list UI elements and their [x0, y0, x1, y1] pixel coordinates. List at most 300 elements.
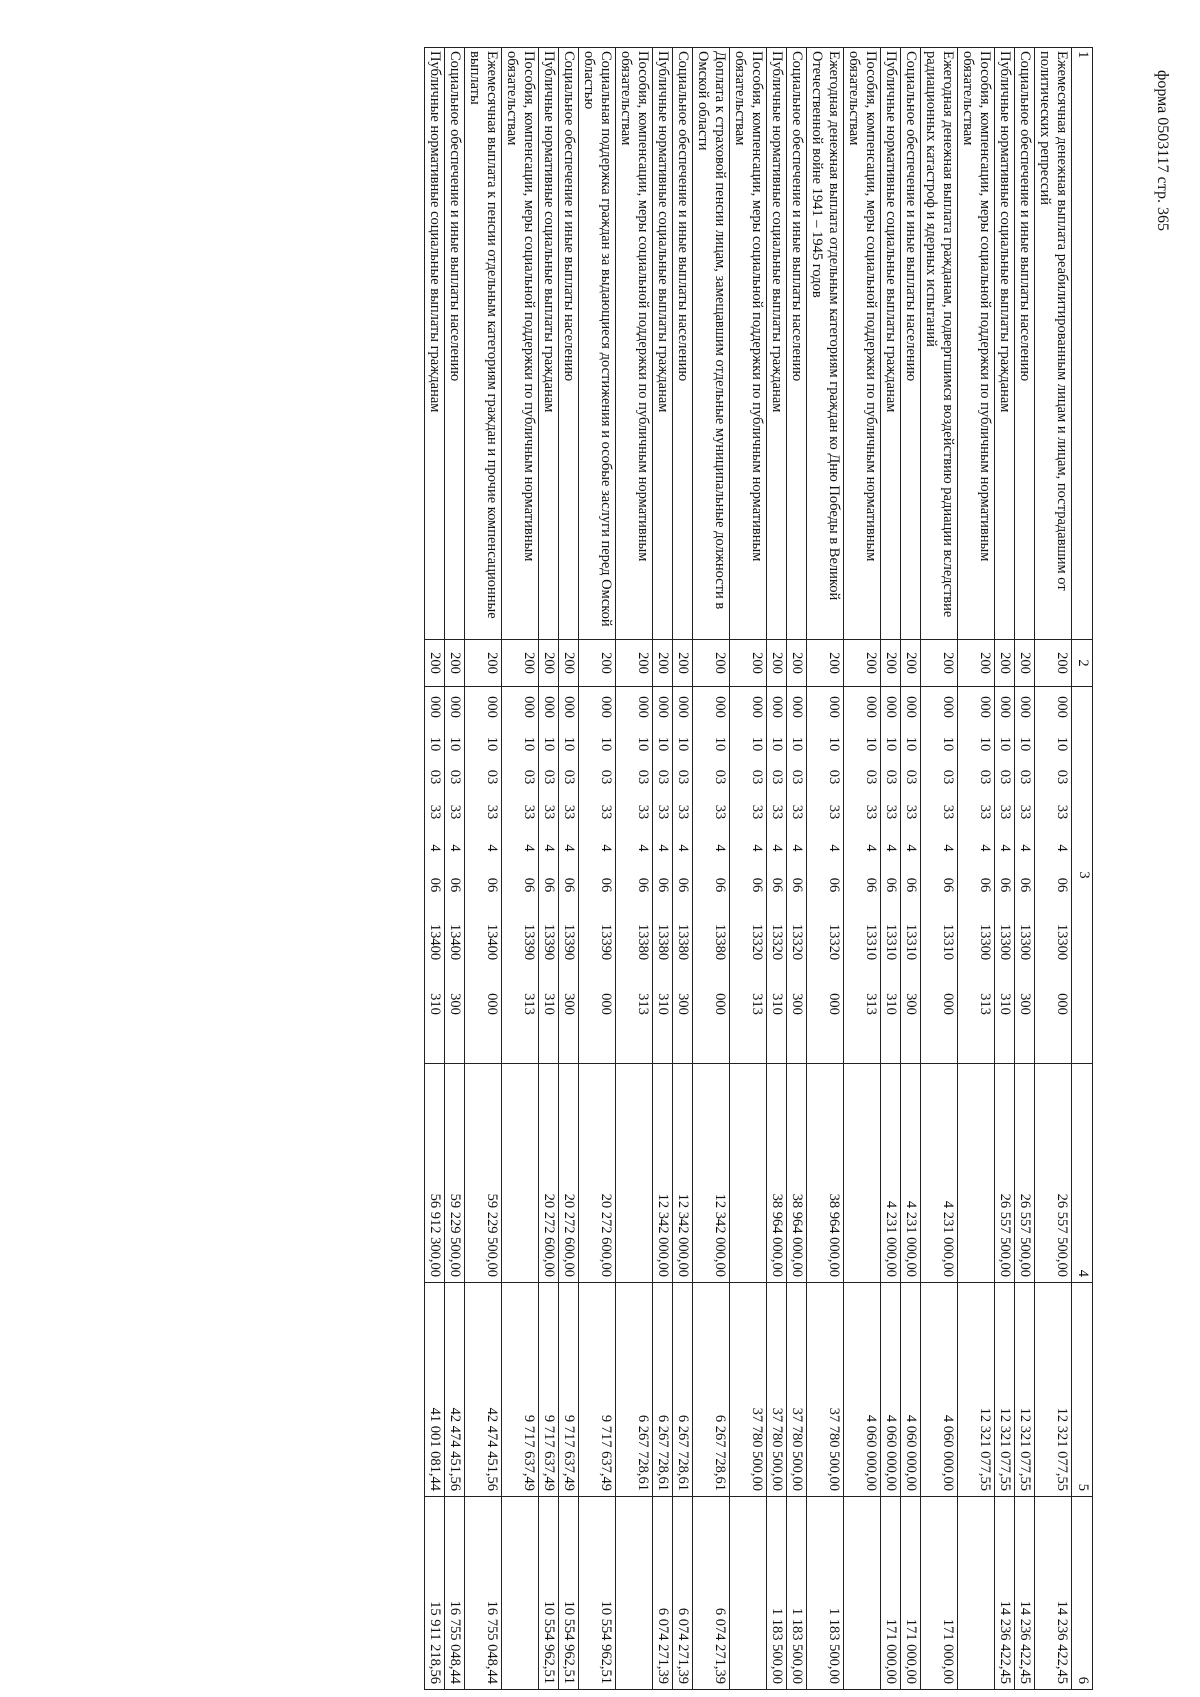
- code-segment: 10: [675, 736, 691, 752]
- code-segment: 000: [447, 696, 463, 718]
- row-name-cell: Социальное обеспечение и иные выплаты населению: [787, 48, 807, 640]
- budget-classification-code-cell: [1015, 687, 1035, 1064]
- code-segment: 06: [1054, 877, 1070, 893]
- unexecuted-amount-cell: 15 911 218,56: [425, 1497, 445, 1690]
- code-segment: 06: [826, 877, 842, 893]
- code-segment: 33: [655, 804, 671, 820]
- budget-classification-code-cell: [653, 687, 673, 1064]
- executed-amount-cell: 42 474 451,56: [465, 1283, 502, 1497]
- code-segment: 03: [521, 769, 537, 785]
- executed-amount-cell: 37 780 500,00: [807, 1283, 844, 1497]
- code-segment: 06: [598, 877, 614, 893]
- code-segment: 06: [655, 877, 671, 893]
- line-code-cell: 200: [465, 640, 502, 687]
- unexecuted-amount-cell: 10 554 962,51: [579, 1497, 616, 1690]
- column-header-2: 2: [1072, 640, 1093, 687]
- code-segment: 000: [484, 696, 500, 718]
- code-segment: 06: [789, 877, 805, 893]
- code-segment: 000: [712, 993, 728, 1015]
- budget-classification-code-cell: [901, 687, 921, 1064]
- code-segment: 03: [1017, 769, 1033, 785]
- line-code-cell: 200: [616, 640, 653, 687]
- approved-amount-cell: [502, 1064, 539, 1283]
- code-segment: 10: [635, 736, 651, 752]
- code-segment: 310: [655, 993, 671, 1015]
- code-segment: 33: [484, 804, 500, 820]
- line-code-cell: 200: [425, 640, 445, 687]
- approved-amount-cell: 12 342 000,00: [693, 1064, 730, 1283]
- line-code-cell: 200: [673, 640, 693, 687]
- table-row: [616, 48, 653, 1690]
- code-segment: 13300: [997, 923, 1013, 961]
- code-segment: 300: [561, 993, 577, 1015]
- approved-amount-cell: 12 342 000,00: [673, 1064, 693, 1283]
- code-segment: 33: [940, 804, 956, 820]
- executed-amount-cell: 6 267 728,61: [653, 1283, 673, 1497]
- code-segment: 313: [635, 993, 651, 1015]
- unexecuted-amount-cell: 10 554 962,51: [559, 1497, 579, 1690]
- code-segment: 10: [977, 736, 993, 752]
- row-name-cell: Ежемесячная выплата к пенсии отдельным категориям граждан и прочие компенсационные выплаты: [465, 48, 502, 640]
- code-segment: 13380: [635, 923, 651, 961]
- code-segment: 13300: [977, 923, 993, 961]
- executed-amount-cell: 41 001 081,44: [425, 1283, 445, 1497]
- approved-amount-cell: 56 912 300,00: [425, 1064, 445, 1283]
- code-segment: 10: [826, 736, 842, 752]
- approved-amount-cell: 20 272 600,00: [559, 1064, 579, 1283]
- column-header-4: 4: [1072, 1064, 1093, 1283]
- code-segment: 13400: [447, 923, 463, 961]
- code-segment: 300: [1017, 993, 1033, 1015]
- unexecuted-amount-cell: [958, 1497, 995, 1690]
- row-name-cell: Социальное обеспечение и иные выплаты населению: [901, 48, 921, 640]
- code-segment: 4: [997, 844, 1013, 852]
- code-segment: 03: [769, 769, 785, 785]
- code-segment: 300: [903, 993, 919, 1015]
- unexecuted-amount-cell: 16 755 048,44: [445, 1497, 465, 1690]
- code-segment: 33: [427, 804, 443, 820]
- unexecuted-amount-cell: [844, 1497, 881, 1690]
- code-segment: 000: [712, 696, 728, 718]
- budget-classification-code-cell: [958, 687, 995, 1064]
- row-name-cell: Социальное обеспечение и иные выплаты населению: [445, 48, 465, 640]
- code-segment: 13300: [1017, 923, 1033, 961]
- code-segment: 000: [521, 696, 537, 718]
- table-row: [787, 48, 807, 1690]
- line-code-cell: 200: [445, 640, 465, 687]
- table-row: [901, 48, 921, 1690]
- code-segment: 000: [769, 696, 785, 718]
- code-segment: 06: [940, 877, 956, 893]
- unexecuted-amount-cell: 171 000,00: [921, 1497, 958, 1690]
- code-segment: 06: [447, 877, 463, 893]
- code-segment: 10: [997, 736, 1013, 752]
- code-segment: 03: [561, 769, 577, 785]
- code-segment: 13400: [484, 923, 500, 961]
- code-segment: 10: [789, 736, 805, 752]
- executed-amount-cell: 37 780 500,00: [767, 1283, 787, 1497]
- code-segment: 4: [903, 844, 919, 852]
- budget-classification-code-cell: [559, 687, 579, 1064]
- unexecuted-amount-cell: 6 074 271,39: [693, 1497, 730, 1690]
- code-segment: 03: [749, 769, 765, 785]
- code-segment: 06: [749, 877, 765, 893]
- code-segment: 06: [883, 877, 899, 893]
- table-row: [445, 48, 465, 1690]
- code-segment: 4: [427, 844, 443, 852]
- table-row: [465, 48, 502, 1690]
- table-row: [995, 48, 1015, 1690]
- code-segment: 13400: [427, 923, 443, 961]
- code-segment: 10: [1017, 736, 1033, 752]
- budget-classification-code-cell: [921, 687, 958, 1064]
- table-row: [767, 48, 787, 1690]
- code-segment: 03: [598, 769, 614, 785]
- code-segment: 33: [675, 804, 691, 820]
- row-name-cell: Ежегодная денежная выплата отдельным категориям граждан ко Дню Победы в Великой Отечественной войне 1941 – 1945 годов: [807, 48, 844, 640]
- approved-amount-cell: [844, 1064, 881, 1283]
- code-segment: 10: [769, 736, 785, 752]
- code-segment: 33: [1054, 804, 1070, 820]
- executed-amount-cell: 37 780 500,00: [730, 1283, 767, 1497]
- code-segment: 03: [826, 769, 842, 785]
- code-segment: 13390: [541, 923, 557, 961]
- table-row: [844, 48, 881, 1690]
- code-segment: 000: [427, 696, 443, 718]
- code-segment: 4: [769, 844, 785, 852]
- code-segment: 4: [826, 844, 842, 852]
- table-row: [579, 48, 616, 1690]
- code-segment: 13310: [863, 923, 879, 961]
- table-row: [881, 48, 901, 1690]
- code-segment: 4: [447, 844, 463, 852]
- code-segment: 03: [789, 769, 805, 785]
- table-row: [958, 48, 995, 1690]
- code-segment: 313: [521, 993, 537, 1015]
- code-segment: 313: [749, 993, 765, 1015]
- approved-amount-cell: 26 557 500,00: [1015, 1064, 1035, 1283]
- executed-amount-cell: 6 267 728,61: [616, 1283, 653, 1497]
- line-code-cell: 200: [539, 640, 559, 687]
- line-code-cell: 200: [730, 640, 767, 687]
- code-segment: 10: [598, 736, 614, 752]
- code-segment: 06: [484, 877, 500, 893]
- code-segment: 000: [749, 696, 765, 718]
- form-page-header: форма 0503117 стр. 365: [1154, 70, 1171, 231]
- budget-classification-code-cell: [730, 687, 767, 1064]
- table-body: [425, 48, 1072, 1690]
- code-segment: 000: [655, 696, 671, 718]
- executed-amount-cell: 9 717 637,49: [539, 1283, 559, 1497]
- code-segment: 000: [1017, 696, 1033, 718]
- approved-amount-cell: 38 964 000,00: [767, 1064, 787, 1283]
- unexecuted-amount-cell: 1 183 500,00: [787, 1497, 807, 1690]
- code-segment: 4: [1017, 844, 1033, 852]
- code-segment: 13380: [655, 923, 671, 961]
- code-segment: 300: [447, 993, 463, 1015]
- code-segment: 000: [598, 696, 614, 718]
- line-code-cell: 200: [1015, 640, 1035, 687]
- code-segment: 000: [1054, 696, 1070, 718]
- code-segment: 000: [977, 696, 993, 718]
- code-segment: 33: [863, 804, 879, 820]
- budget-classification-code-cell: [539, 687, 559, 1064]
- row-name-cell: Социальное обеспечение и иные выплаты населению: [559, 48, 579, 640]
- approved-amount-cell: [730, 1064, 767, 1283]
- executed-amount-cell: 12 321 077,55: [1015, 1283, 1035, 1497]
- code-segment: 10: [427, 736, 443, 752]
- code-segment: 4: [484, 844, 500, 852]
- executed-amount-cell: 42 474 451,56: [445, 1283, 465, 1497]
- code-segment: 4: [541, 844, 557, 852]
- code-segment: 310: [997, 993, 1013, 1015]
- code-segment: 03: [883, 769, 899, 785]
- column-header-5: 5: [1072, 1283, 1093, 1497]
- code-segment: 33: [541, 804, 557, 820]
- unexecuted-amount-cell: [616, 1497, 653, 1690]
- budget-classification-code-cell: [881, 687, 901, 1064]
- code-segment: 33: [749, 804, 765, 820]
- unexecuted-amount-cell: 16 755 048,44: [465, 1497, 502, 1690]
- code-segment: 4: [1054, 844, 1070, 852]
- code-segment: 4: [655, 844, 671, 852]
- line-code-cell: 200: [767, 640, 787, 687]
- code-segment: 10: [883, 736, 899, 752]
- code-segment: 03: [712, 769, 728, 785]
- code-segment: 33: [883, 804, 899, 820]
- executed-amount-cell: 4 060 000,00: [901, 1283, 921, 1497]
- code-segment: 10: [447, 736, 463, 752]
- unexecuted-amount-cell: 1 183 500,00: [767, 1497, 787, 1690]
- line-code-cell: 200: [579, 640, 616, 687]
- code-segment: 000: [541, 696, 557, 718]
- code-segment: 4: [789, 844, 805, 852]
- code-segment: 06: [521, 877, 537, 893]
- executed-amount-cell: 9 717 637,49: [502, 1283, 539, 1497]
- code-segment: 310: [883, 993, 899, 1015]
- code-segment: 310: [769, 993, 785, 1015]
- code-segment: 33: [521, 804, 537, 820]
- budget-classification-code-cell: [579, 687, 616, 1064]
- column-header-3: 3: [1072, 687, 1093, 1064]
- code-segment: 000: [997, 696, 1013, 718]
- budget-execution-table: [424, 47, 1093, 1690]
- code-segment: 4: [635, 844, 651, 852]
- code-segment: 13390: [521, 923, 537, 961]
- code-segment: 03: [541, 769, 557, 785]
- code-segment: 313: [977, 993, 993, 1015]
- code-segment: 06: [997, 877, 1013, 893]
- code-segment: 06: [675, 877, 691, 893]
- executed-amount-cell: 9 717 637,49: [579, 1283, 616, 1497]
- budget-classification-code-cell: [673, 687, 693, 1064]
- row-name-cell: Публичные нормативные социальные выплаты гражданам: [767, 48, 787, 640]
- approved-amount-cell: [616, 1064, 653, 1283]
- approved-amount-cell: 38 964 000,00: [787, 1064, 807, 1283]
- code-segment: 10: [541, 736, 557, 752]
- code-segment: 03: [484, 769, 500, 785]
- code-segment: 10: [521, 736, 537, 752]
- executed-amount-cell: 12 321 077,55: [995, 1283, 1015, 1497]
- row-name-cell: Публичные нормативные социальные выплаты гражданам: [539, 48, 559, 640]
- budget-classification-code-cell: [787, 687, 807, 1064]
- unexecuted-amount-cell: 14 236 422,45: [1015, 1497, 1035, 1690]
- code-segment: 03: [863, 769, 879, 785]
- approved-amount-cell: 4 231 000,00: [901, 1064, 921, 1283]
- row-name-cell: Публичные нормативные социальные выплаты гражданам: [881, 48, 901, 640]
- row-name-cell: Публичные нормативные социальные выплаты гражданам: [425, 48, 445, 640]
- approved-amount-cell: 59 229 500,00: [465, 1064, 502, 1283]
- code-segment: 000: [789, 696, 805, 718]
- row-name-cell: Ежегодная денежная выплата гражданам, подвергшимся воздействию радиации вследствие радиационных катастроф и ядерных испытаний: [921, 48, 958, 640]
- code-segment: 33: [447, 804, 463, 820]
- code-segment: 06: [863, 877, 879, 893]
- code-segment: 4: [712, 844, 728, 852]
- code-segment: 03: [1054, 769, 1070, 785]
- code-segment: 06: [1017, 877, 1033, 893]
- code-segment: 310: [541, 993, 557, 1015]
- approved-amount-cell: 26 557 500,00: [995, 1064, 1015, 1283]
- line-code-cell: 200: [881, 640, 901, 687]
- row-name-cell: Социальное обеспечение и иные выплаты населению: [1015, 48, 1035, 640]
- approved-amount-cell: 20 272 600,00: [539, 1064, 559, 1283]
- code-segment: 000: [598, 993, 614, 1015]
- executed-amount-cell: 4 060 000,00: [844, 1283, 881, 1497]
- row-name-cell: Пособия, компенсации, меры социальной поддержки по публичным нормативным обязательствам: [730, 48, 767, 640]
- code-segment: 13390: [598, 923, 614, 961]
- line-code-cell: 200: [693, 640, 730, 687]
- line-code-cell: 200: [559, 640, 579, 687]
- row-name-cell: Социальная поддержка граждан за выдающиеся достижения и особые заслуги перед Омской областью: [579, 48, 616, 640]
- row-name-cell: Публичные нормативные социальные выплаты гражданам: [995, 48, 1015, 640]
- budget-classification-code-cell: [425, 687, 445, 1064]
- table-row: [730, 48, 767, 1690]
- code-segment: 13320: [769, 923, 785, 961]
- unexecuted-amount-cell: 171 000,00: [881, 1497, 901, 1690]
- budget-classification-code-cell: [807, 687, 844, 1064]
- line-code-cell: 200: [995, 640, 1015, 687]
- unexecuted-amount-cell: [730, 1497, 767, 1690]
- approved-amount-cell: [958, 1064, 995, 1283]
- code-segment: 300: [789, 993, 805, 1015]
- line-code-cell: 200: [1035, 640, 1072, 687]
- approved-amount-cell: 26 557 500,00: [1035, 1064, 1072, 1283]
- row-name-cell: Пособия, компенсации, меры социальной поддержки по публичным нормативным обязательствам: [844, 48, 881, 640]
- line-code-cell: 200: [958, 640, 995, 687]
- approved-amount-cell: 12 342 000,00: [653, 1064, 673, 1283]
- executed-amount-cell: 12 321 077,55: [1035, 1283, 1072, 1497]
- table-row: [1015, 48, 1035, 1690]
- table-row: [539, 48, 559, 1690]
- budget-classification-code-cell: [767, 687, 787, 1064]
- executed-amount-cell: 6 267 728,61: [673, 1283, 693, 1497]
- code-segment: 13320: [749, 923, 765, 961]
- code-segment: 03: [675, 769, 691, 785]
- budget-classification-code-cell: [1035, 687, 1072, 1064]
- table-row: [559, 48, 579, 1690]
- row-name-cell: Пособия, компенсации, меры социальной поддержки по публичным нормативным обязательствам: [616, 48, 653, 640]
- code-segment: 4: [598, 844, 614, 852]
- code-segment: 13310: [883, 923, 899, 961]
- code-segment: 10: [749, 736, 765, 752]
- executed-amount-cell: 6 267 728,61: [693, 1283, 730, 1497]
- code-segment: 06: [427, 877, 443, 893]
- code-segment: 03: [427, 769, 443, 785]
- code-segment: 33: [977, 804, 993, 820]
- approved-amount-cell: 4 231 000,00: [921, 1064, 958, 1283]
- code-segment: 10: [940, 736, 956, 752]
- code-segment: 33: [769, 804, 785, 820]
- code-segment: 03: [977, 769, 993, 785]
- unexecuted-amount-cell: 10 554 962,51: [539, 1497, 559, 1690]
- executed-amount-cell: 9 717 637,49: [559, 1283, 579, 1497]
- executed-amount-cell: 4 060 000,00: [921, 1283, 958, 1497]
- code-segment: 10: [1054, 736, 1070, 752]
- rotated-page-content: [113, 47, 1093, 1684]
- line-code-cell: 200: [807, 640, 844, 687]
- table-row: [1035, 48, 1072, 1690]
- code-segment: 10: [655, 736, 671, 752]
- line-code-cell: 200: [653, 640, 673, 687]
- code-segment: 13310: [903, 923, 919, 961]
- code-segment: 06: [541, 877, 557, 893]
- code-segment: 06: [561, 877, 577, 893]
- code-segment: 4: [977, 844, 993, 852]
- approved-amount-cell: 20 272 600,00: [579, 1064, 616, 1283]
- code-segment: 300: [675, 993, 691, 1015]
- code-segment: 000: [903, 696, 919, 718]
- code-segment: 4: [863, 844, 879, 852]
- code-segment: 13310: [940, 923, 956, 961]
- row-name-cell: Ежемесячная денежная выплата реабилитированным лицам и лицам, пострадавшим от политических репрессий: [1035, 48, 1072, 640]
- unexecuted-amount-cell: 14 236 422,45: [1035, 1497, 1072, 1690]
- code-segment: 13320: [826, 923, 842, 961]
- code-segment: 000: [940, 993, 956, 1015]
- code-segment: 000: [940, 696, 956, 718]
- unexecuted-amount-cell: [502, 1497, 539, 1690]
- code-segment: 000: [635, 696, 651, 718]
- code-segment: 4: [521, 844, 537, 852]
- code-segment: 10: [561, 736, 577, 752]
- code-segment: 310: [427, 993, 443, 1015]
- row-name-cell: Пособия, компенсации, меры социальной поддержки по публичным нормативным обязательствам: [958, 48, 995, 640]
- unexecuted-amount-cell: 6 074 271,39: [673, 1497, 693, 1690]
- code-segment: 33: [598, 804, 614, 820]
- line-code-cell: 200: [502, 640, 539, 687]
- budget-classification-code-cell: [616, 687, 653, 1064]
- code-segment: 06: [712, 877, 728, 893]
- executed-amount-cell: 4 060 000,00: [881, 1283, 901, 1497]
- code-segment: 000: [883, 696, 899, 718]
- table-row: [653, 48, 673, 1690]
- unexecuted-amount-cell: 14 236 422,45: [995, 1497, 1015, 1690]
- code-segment: 13380: [712, 923, 728, 961]
- row-name-cell: Доплата к страховой пенсии лицам, замещавшим отдельные муниципальные должности в Омской области: [693, 48, 730, 640]
- code-segment: 4: [883, 844, 899, 852]
- code-segment: 06: [769, 877, 785, 893]
- code-segment: 4: [940, 844, 956, 852]
- code-segment: 06: [903, 877, 919, 893]
- executed-amount-cell: 12 321 077,55: [958, 1283, 995, 1497]
- code-segment: 000: [675, 696, 691, 718]
- row-name-cell: Публичные нормативные социальные выплаты гражданам: [653, 48, 673, 640]
- code-segment: 33: [826, 804, 842, 820]
- code-segment: 4: [675, 844, 691, 852]
- code-segment: 13390: [561, 923, 577, 961]
- code-segment: 33: [997, 804, 1013, 820]
- code-segment: 000: [484, 993, 500, 1015]
- table-row: [502, 48, 539, 1690]
